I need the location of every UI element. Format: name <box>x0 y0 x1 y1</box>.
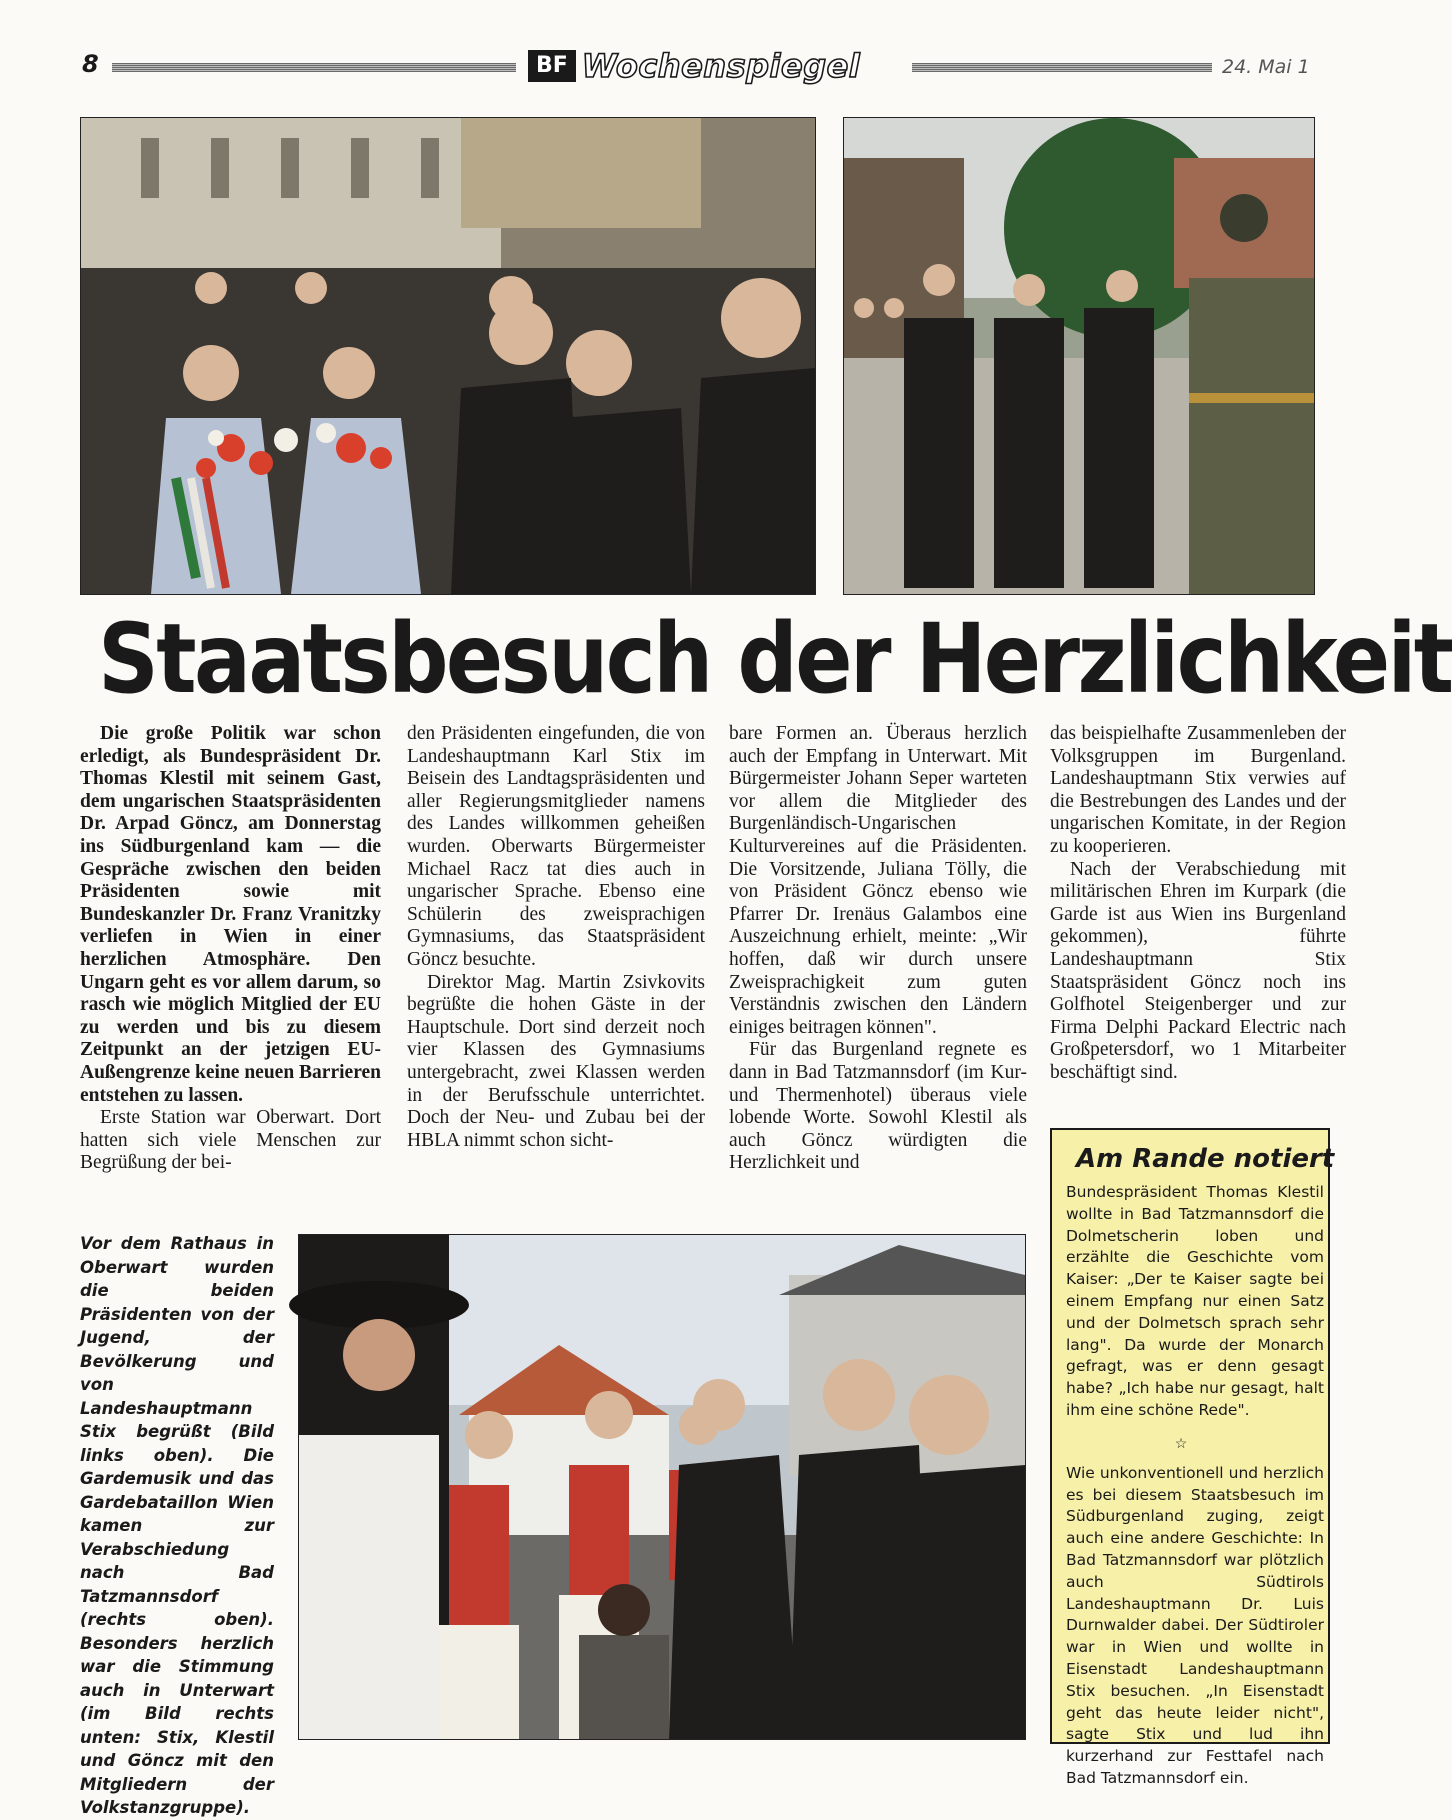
article-paragraph: Direktor Mag. Martin Zsivkovits begrüßte die hohen Gäste in der Hauptschule. Dort sind derzeit noch vier Klassen des Gymnasiums untergebracht, zwei Klassen werden in der Berufsschule unterrichtet. Doch der Neu- und Zubau bei der HBLA nimmt schon sicht- <box>407 971 705 1151</box>
photo-tatzmannsdorf-farewell-image <box>844 118 1314 594</box>
article-column-4 <box>1050 723 1346 1125</box>
article-headline: Staatsbesuch der Herzlichkeit <box>98 603 1452 715</box>
article-paragraph: den Präsidenten eingefunden, die von Landeshauptmann Karl Stix im Beisein des Landtagspräsidenten und aller Regierungsmitglieder namens des Landes willkommen geheißen wurden. Oberwarts Bürgermeister Michael Racz tat dies auch in ungarischer Sprache. Ebenso eine Schülerin des zweisprachigen Gymnasiums, das Staatspräsident Göncz besuchte. <box>407 723 705 970</box>
article-column-1 <box>80 723 381 1175</box>
photo-unterwart-dance-group-image <box>299 1235 1025 1739</box>
logo-bf-mark: BF <box>528 50 576 82</box>
header-rule-right <box>912 63 1212 72</box>
photo-tatzmannsdorf-farewell <box>843 117 1315 595</box>
header-rule-left <box>112 63 516 72</box>
article-paragraph: das beispielhafte Zusammenleben der Volksgruppen im Burgenland. Landeshauptmann Stix verwies auf die Bestrebungen des Landes und der ungarischen Komitate, in der Region zu kooperieren. <box>1050 723 1346 857</box>
photo-caption: Vor dem Rathaus in Oberwart wurden die beiden Präsidenten von der Jugend, der Bevölkerung und von Landeshauptmann Stix begrüßt (Bild links oben). Die Gardemusik und das Gardebataillon Wien kamen zur Verabschiedung nach Bad Tatzmannsdorf (rechts oben). Besonders herzlich war die Stimmung auch in Unterwart (im Bild rechts unten: Stix, Klestil und Göncz mit den Mitgliedern der Volkstanzgruppe). <box>80 1234 274 1817</box>
masthead-logo <box>528 47 860 85</box>
article-column-3 <box>729 723 1027 1175</box>
photo-oberwart-welcome-image <box>81 118 815 594</box>
article-paragraph: Erste Station war Oberwart. Dort hatten sich viele Menschen zur Begrüßung der bei- <box>80 1107 381 1174</box>
star-separator-icon: ☆ <box>1174 1436 1188 1452</box>
sidebar-title: Am Rande notiert <box>1076 1144 1335 1174</box>
issue-date: 24. Mai 1 <box>1222 56 1310 78</box>
sidebar-notes-box <box>1050 1128 1335 1787</box>
article-column-2 <box>407 723 705 1152</box>
article-lead-paragraph: Die große Politik war schon erledigt, als Bundespräsident Dr. Thomas Klestil mit seinem Gast, dem ungarischen Staatspräsidenten Dr. Arpad Göncz, am Donnerstag ins Südburgenland kam — die Gespräche zwischen den beiden Präsidenten sowie mit Bundeskanzler Dr. Franz Vranitzky verliefen in Wien in einer herzlichen Atmosphäre. Den Ungarn geht es vor allem darum, so rasch wie möglich Mitglied der EU zu werden und bis zu diesem Zeitpunkt an der jetzigen EU-Außengrenze keine neuen Barrieren entstehen zu lassen. <box>80 723 381 1106</box>
article-paragraph: Nach der Verabschiedung mit militärischen Ehren im Kurpark (die Garde ist aus Wien ins Burgenland gekommen), führte Landeshauptmann Stix Staatspräsident Göncz noch ins Golfhotel Steigenberger und zur Firma Delphi Packard Electric nach Großpetersdorf, wo 1 Mitarbeiter beschäftigt sind. <box>1050 858 1346 1083</box>
photo-oberwart-welcome <box>80 117 816 595</box>
article-paragraph: Für das Burgenland regnete es dann in Bad Tatzmannsdorf (im Kur- und Thermenhotel) überaus viele lobende Worte. Sowohl Klestil als auch Göncz würdigten die Herzlichkeit und <box>729 1039 1027 1174</box>
photo-unterwart-dance-group <box>298 1234 1026 1740</box>
article-paragraph: bare Formen an. Überaus herzlich auch der Empfang in Unterwart. Mit Bürgermeister Johann Seper warteten vor allem die Mitglieder des Burgenländisch-Ungarischen Kulturvereines auf die Präsidenten. Die Vorsitzende, Juliana Tölly, die von Präsident Göncz ebenso wie Pfarrer Dr. Irenäus Galambos eine Auszeichnung erhielt, meinte: „Wir hoffen, daß wir durch unsere Zweisprachigkeit zum guten Verständnis zwischen den Ländern einiges beitragen können". <box>729 723 1027 1038</box>
sidebar-note-1: Bundespräsident Thomas Klestil wollte in Bad Tatzmannsdorf die Dolmetscherin loben und erzählte die Geschichte vom Kaiser: „Der te Kaiser sagte bei einem Empfang nur einen Satz und der Dolmetsch sprach sehr lang". Da wurde der Monarch gefragt, was er denn gesagt habe? „Ich habe nur gesagt, halt ihm eine schöne Rede". <box>1066 1183 1324 1419</box>
logo-wordmark: Wochenspiegel <box>581 47 861 85</box>
page-number: 8 <box>82 50 99 78</box>
sidebar-note-2: Wie unkonventionell und herzlich es bei diesem Staatsbesuch im Südburgenland zuging, zeigt auch eine andere Geschichte: In Bad Tatzmannsdorf war plötzlich auch Südtirols Landeshauptmann Dr. Luis Durnwalder dabei. Der Südtiroler war in Wien und wollte in Eisenstadt Landeshauptmann Stix besuchen. „In Eisenstadt geht das heute leider nicht", sagte Stix und lud ihn kurzerhand zur Festtafel nach Bad Tatzmannsdorf ein. <box>1066 1463 1324 1787</box>
